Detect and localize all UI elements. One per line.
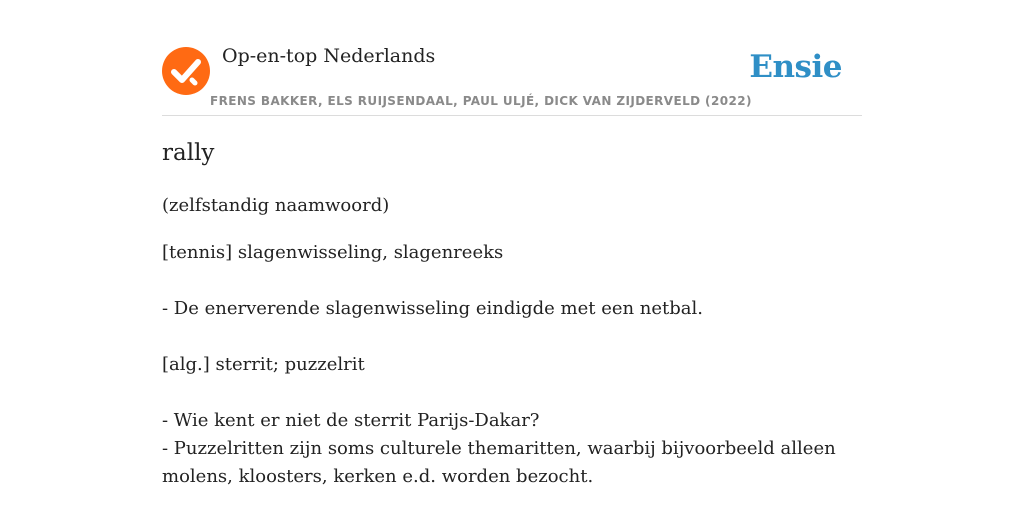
example-2b: - Puzzelritten zijn soms culturele themaritten, waarbij bijvoorbeeld alleen molens, kloosters, kerken e.d. worden bezocht. [162,438,836,487]
example-2a: - Wie kent er niet de sterrit Parijs-Dakar? [162,410,540,431]
ensie-brand-logo[interactable]: Ensie [749,49,842,85]
definition-body [162,239,862,491]
checkmark-icon [162,47,210,95]
headword: rally [162,140,215,166]
sense-2: [alg.] sterrit; puzzelrit [162,354,365,375]
sense-1: [tennis] slagenwisseling, slagenreeks [162,242,504,263]
entry-card [162,0,862,512]
part-of-speech: (zelfstandig naamwoord) [162,195,390,216]
book-title[interactable]: Op-en-top Nederlands [222,45,436,67]
example-1: - De enerverende slagenwisseling eindigde met een netbal. [162,298,704,319]
publisher-logo [162,47,210,95]
authors-line: FRENS BAKKER, ELS RUIJSENDAAL, PAUL ULJÉ, DICK VAN ZIJDERVELD (2022) [210,94,752,108]
entry-header [162,0,862,116]
